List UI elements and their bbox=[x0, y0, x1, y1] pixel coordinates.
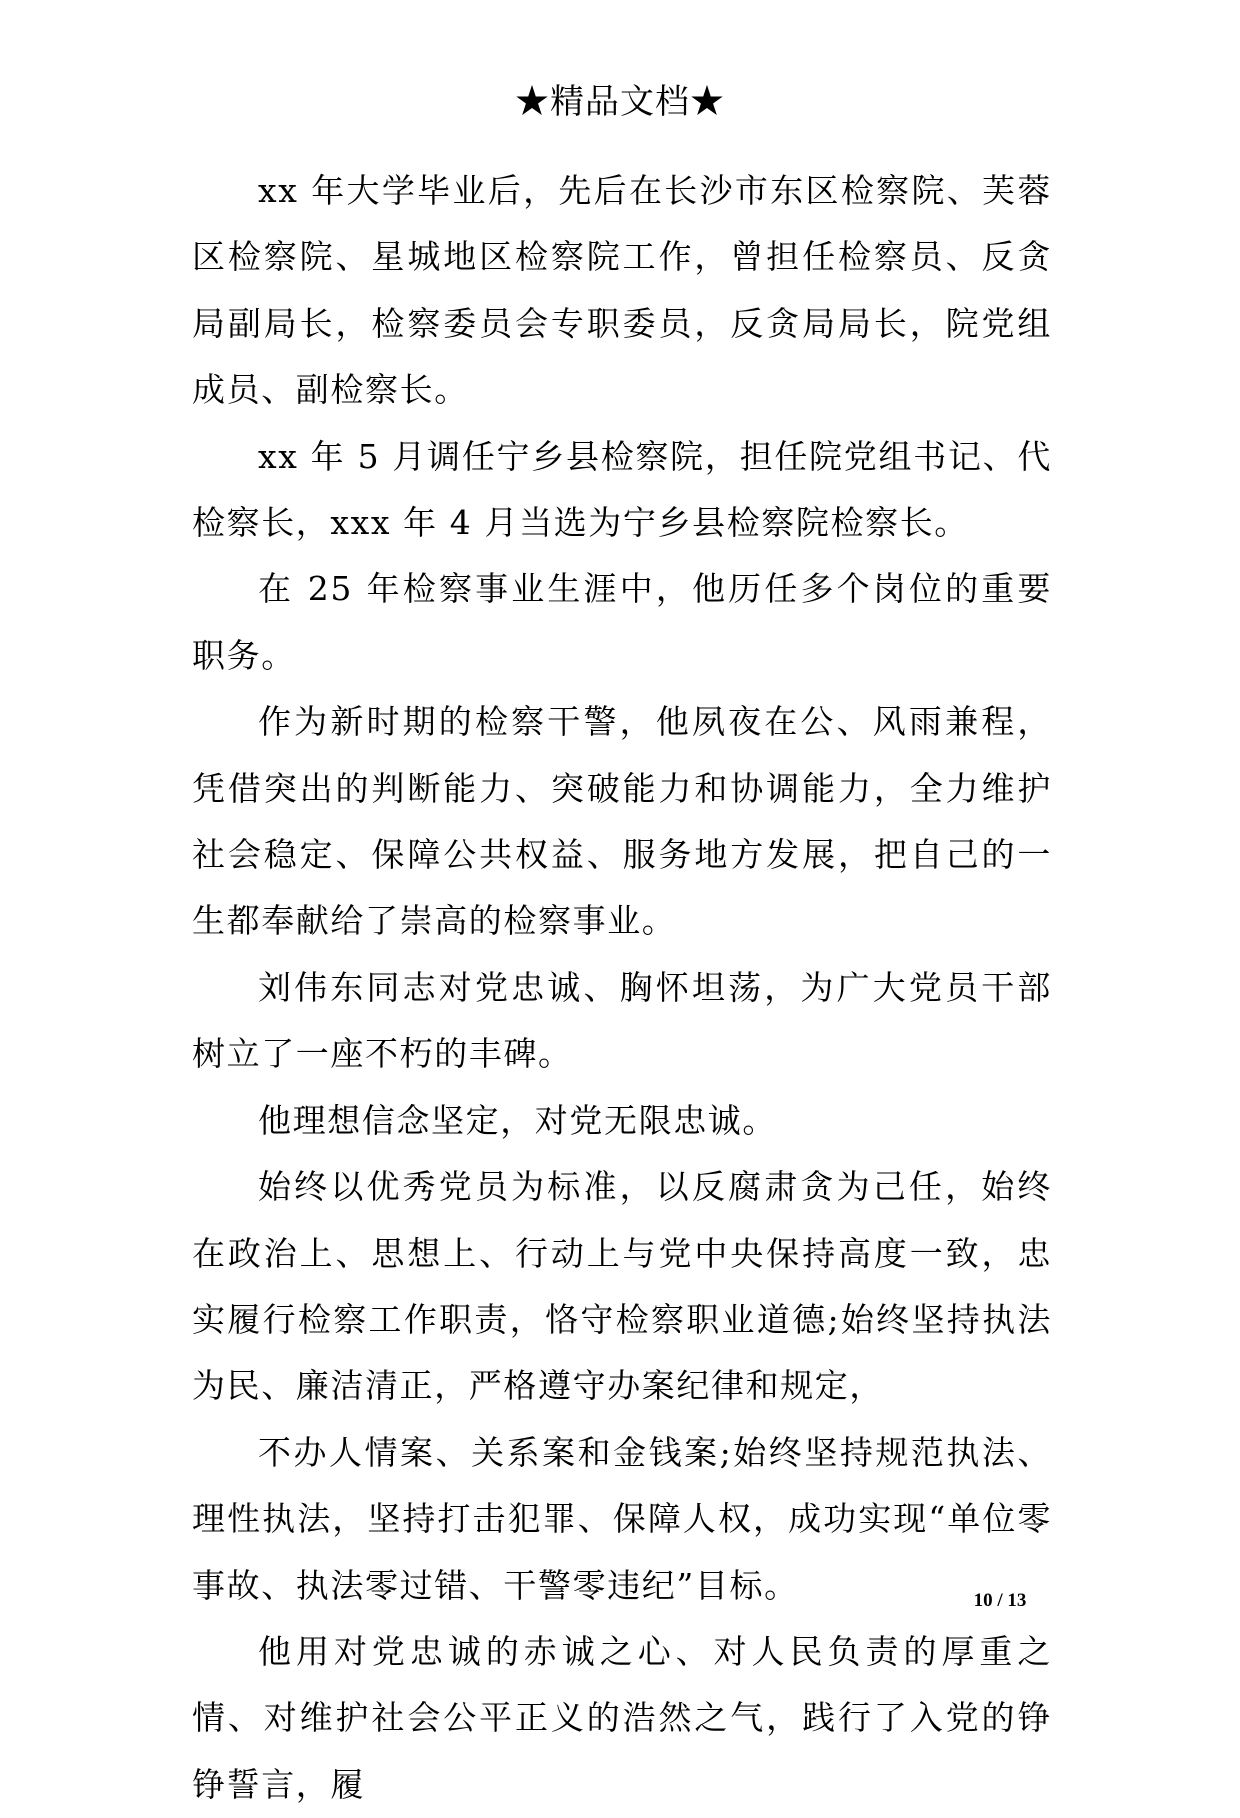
document-body bbox=[192, 158, 1052, 1818]
paragraph-5: 刘伟东同志对党忠诚、胸怀坦荡，为广大党员干部树立了一座不朽的丰碑。 bbox=[192, 967, 1052, 1074]
paragraph-7: 始终以优秀党员为标准，以反腐肃贪为己任，始终在政治上、思想上、行动上与党中央保持高度一致，忠实履行检察工作职责，恪守检察职业道德;始终坚持执法为民、廉洁清正，严格遵守办案纪律和规定， bbox=[192, 1167, 1052, 1406]
paragraph-6: 他理想信念坚定，对党无限忠诚。 bbox=[258, 1100, 777, 1140]
paragraph-4: 作为新时期的检察干警，他夙夜在公、风雨兼程，凭借突出的判断能力、突破能力和协调能力，全力维护社会稳定、保障公共权益、服务地方发展，把自己的一生都奉献给了崇高的检察事业。 bbox=[192, 702, 1052, 941]
paragraph-1: xx 年大学毕业后，先后在长沙市东区检察院、芙蓉区检察院、星城地区检察院工作，曾担任检察员、反贪局副局长，检察委员会专职委员，反贪局局长，院党组成员、副检察长。 bbox=[192, 171, 1052, 410]
paragraph-3: 在 25 年检察事业生涯中，他历任多个岗位的重要职务。 bbox=[192, 569, 1052, 675]
page-number: 10 / 13 bbox=[973, 1590, 1027, 1611]
page-header-title: ★精品文档★ bbox=[515, 82, 725, 122]
paragraph-9: 他用对党忠诚的赤诚之心、对人民负责的厚重之情、对维护社会公平正义的浩然之气，践行了入党的铮铮誓言，履 bbox=[192, 1631, 1052, 1804]
paragraph-8: 不办人情案、关系案和金钱案;始终坚持规范执法、理性执法，坚持打击犯罪、保障人权，成功实现“单位零事故、执法零过错、干警零违纪”目标。 bbox=[192, 1432, 1052, 1605]
paragraph-2: xx 年 5 月调任宁乡县检察院，担任院党组书记、代检察长，xxx 年 4 月当选为宁乡县检察院检察长。 bbox=[192, 436, 1052, 543]
